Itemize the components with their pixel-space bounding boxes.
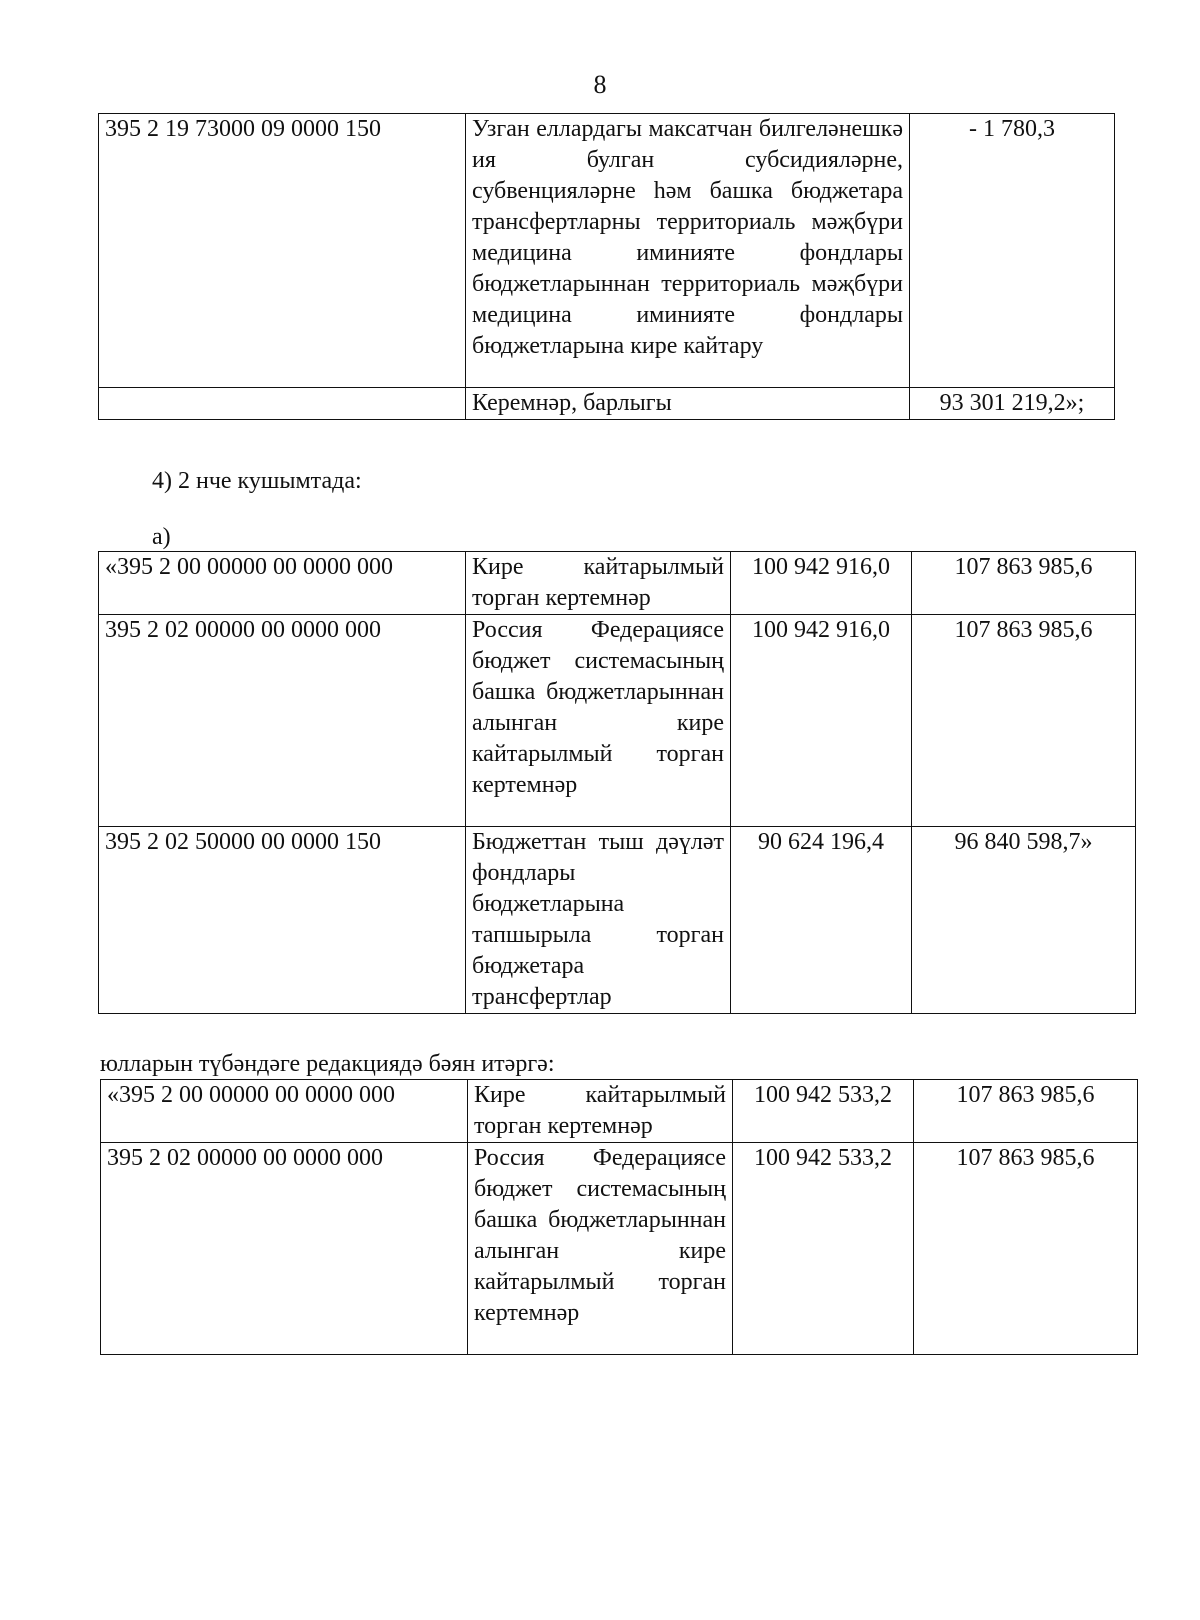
table-row [99,552,1136,615]
page-number: 8 [593,70,607,99]
table-row [101,1080,1138,1143]
amount-cell: - 1 780,3 [910,114,1115,388]
table-row [99,114,1115,388]
table-row [99,615,1136,827]
paragraph-replace: юлларын түбәндәге редакциядә бәян итәргә: [100,1051,555,1077]
value-cell: 100 942 533,2 [733,1143,914,1355]
table-revenue-total [98,113,1115,420]
table-row [99,388,1115,420]
description-cell: Керемнәр, барлыгы [466,388,910,420]
code-cell: «395 2 00 00000 00 0000 000 [99,552,466,615]
value-cell: 107 863 985,6 [914,1080,1138,1143]
value-cell: 90 624 196,4 [731,827,912,1014]
table-old-rows [98,551,1136,1014]
value-cell: 107 863 985,6 [912,615,1136,827]
table-new-rows [100,1079,1138,1355]
code-cell: «395 2 00 00000 00 0000 000 [101,1080,468,1143]
code-cell: 395 2 02 00000 00 0000 000 [101,1143,468,1355]
paragraph-item-a: а) [152,524,171,550]
code-cell: 395 2 02 50000 00 0000 150 [99,827,466,1014]
code-cell: 395 2 19 73000 09 0000 150 [99,114,466,388]
code-cell: 395 2 02 00000 00 0000 000 [99,615,466,827]
description-cell: Россия Федерациясе бюджет системасының башка бюджетларыннан алынган кире кайтарылмый торган кертемнәр [466,615,731,827]
amount-cell: 93 301 219,2»; [910,388,1115,420]
value-cell: 100 942 916,0 [731,552,912,615]
value-cell: 96 840 598,7» [912,827,1136,1014]
value-cell: 107 863 985,6 [914,1143,1138,1355]
description-cell: Россия Федерациясе бюджет системасының башка бюджетларыннан алынган кире кайтарылмый торган кертемнәр [468,1143,733,1355]
description-cell: Кире кайтарылмый торган кертемнәр [468,1080,733,1143]
value-cell: 107 863 985,6 [912,552,1136,615]
description-cell: Узган еллардагы максатчан билгеләнешкә ия булган субсидияләрне, субвенцияләрне һәм башка бюджетара трансфертларны территориаль мәҗбүри медицина иминияте фондлары бюджетларыннан территориаль мәҗбүри медицина иминияте фондлары бюджетларына кире кайтару [466,114,910,388]
paragraph-appendix-2: 4) 2 нче кушымтада: [152,468,362,494]
value-cell: 100 942 533,2 [733,1080,914,1143]
table-row [101,1143,1138,1355]
description-cell: Кире кайтарылмый торган кертемнәр [466,552,731,615]
table-row [99,827,1136,1014]
value-cell: 100 942 916,0 [731,615,912,827]
description-cell: Бюджеттан тыш дәүләт фондлары бюджетларына тапшырыла торган бюджетара трансфертлар [466,827,731,1014]
code-cell [99,388,466,420]
